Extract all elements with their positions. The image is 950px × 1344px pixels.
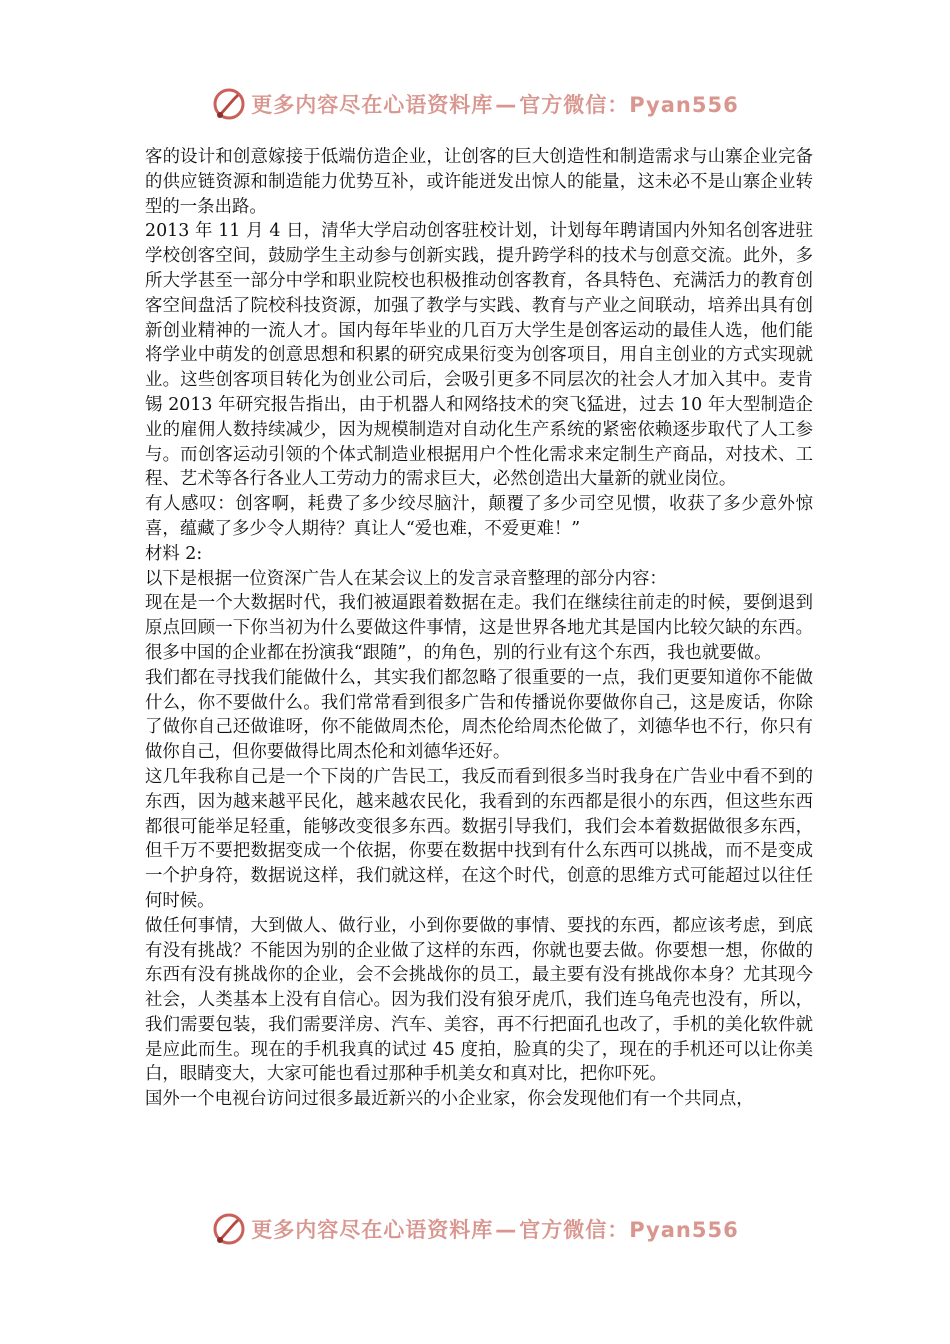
paragraph-7: 我们都在寻找我们能做什么，其实我们都忽略了很重要的一点，我们更要知道你不能做什么，你不要做什么。我们常常看到很多广告和传播说你要做你自己，这是废话，你除了做你自己还做谁呀，你不能做周杰伦，周杰伦给周杰伦做了，刘德华也不行，你只有做你自己，但你要做得比周杰伦和刘德华还好。 <box>145 667 813 763</box>
watermark-text <box>251 89 738 119</box>
paragraph-6: 现在是一个大数据时代，我们被逼跟着数据在走。我们在继续往前走的时候，要倒退到原点回顾一下你当初为什么要做这件事情，这是世界各地尤其是国内比较欠缺的东西。很多中国的企业都在扮演我“跟随”，的角色，别的行业有这个东西，我也就要做。 <box>145 593 813 663</box>
watermark-dash: — <box>495 1218 518 1242</box>
watermark-dash: — <box>495 93 518 117</box>
paragraph-9: 做任何事情，大到做人、做行业，小到你要做的事情、要找的东西，都应该考虑，到底有没有挑战？不能因为别的企业做了这样的东西，你就也要去做。你要想一想，你做的东西有没有挑战你的企业，会不会挑战你的员工，最主要有没有挑战你本身？尤其现今社会，人类基本上没有自信心。因为我们没有狼牙虎爪，我们连乌龟壳也没有，所以，我们需要包装，我们需要洋房、汽车、美容，再不行把面孔也改了，手机的美化软件就是应此而生。现在的手机我真的试过 45 度拍，脸真的尖了，现在的手机还可以让你美白，眼睛变大，大家可能也看过那种手机美女和真对比，把你吓死。 <box>145 915 813 1085</box>
paragraph-3: 有人感叹：创客啊，耗费了多少绞尽脑汁，颠覆了多少司空见惯，收获了多少意外惊喜，蕴藏了多少令人期待？真让人“爱也难，不爱更难！” <box>145 494 813 539</box>
brush-logo-icon <box>211 86 247 122</box>
paragraph-8: 这几年我称自己是一个下岗的广告民工，我反而看到很多当时我身在广告业中看不到的东西，因为越来越平民化，越来越农民化，我看到的东西都是很小的东西，但这些东西都很可能举足轻重，能够改变很多东西。数据引导我们，我们会本着数据做很多东西，但千万不要把数据变成一个依据，你要在数据中找到有什么东西可以挑战，而不是变成一个护身符，数据说这样，我们就这样，在这个时代，创意的思维方式可能超过以往任何时候。 <box>145 766 813 911</box>
watermark-text <box>251 1214 738 1244</box>
watermark-left-text: 更多内容尽在心语资料库 <box>251 1218 494 1242</box>
watermark-banner-bottom <box>0 1209 950 1249</box>
document-body <box>145 145 813 1112</box>
watermark-left-text: 更多内容尽在心语资料库 <box>251 93 494 117</box>
brush-logo-icon <box>211 1211 247 1247</box>
paragraph-10: 国外一个电视台访问过很多最近新兴的小企业家，你会发现他们有一个共同点， <box>145 1089 754 1110</box>
paragraph-2: 2013 年 11 月 4 日，清华大学启动创客驻校计划，计划每年聘请国内外知名创客进驻学校创客空间，鼓励学生主动参与创新实践，提升跨学科的技术与创意交流。此外，多所大学甚至一部分中学和职业院校也积极推动创客教育，各具特色、充满活力的教育创客空间盘活了院校科技资源，加强了教学与实践、教育与产业之间联动，培养出具有创新创业精神的一流人才。国内每年毕业的几百万大学生是创客运动的最佳人选，他们能将学业中萌发的创意思想和积累的研究成果衍变为创客项目，用自主创业的方式实现就业。这些创客项目转化为创业公司后，会吸引更多不同层次的社会人才加入其中。麦肯锡 2013 年研究报告指出，由于机器人和网络技术的突飞猛进，过去 10 年大型制造企业的雇佣人数持续减少，因为规模制造对自动化生产系统的紧密依赖逐步取代了人工参与。而创客运动引领的个体式制造业根据用户个性化需求来定制生产商品，对技术、工程、艺术等各行各业人工劳动力的需求巨大，必然创造出大量新的就业岗位。 <box>145 221 813 490</box>
watermark-right-text: 官方微信：Pyan556 <box>519 1218 739 1242</box>
paragraph-1: 客的设计和创意嫁接于低端仿造企业，让创客的巨大创造性和制造需求与山寨企业完备的供应链资源和制造能力优势互补，或许能迸发出惊人的能量，这未必不是山寨企业转型的一条出路。 <box>145 147 813 217</box>
material-heading: 材料 2: <box>145 543 203 564</box>
paragraph-intro: 以下是根据一位资深广告人在某会议上的发言录音整理的部分内容： <box>145 568 667 589</box>
watermark-right-text: 官方微信：Pyan556 <box>519 93 739 117</box>
watermark-banner-top <box>0 84 950 124</box>
